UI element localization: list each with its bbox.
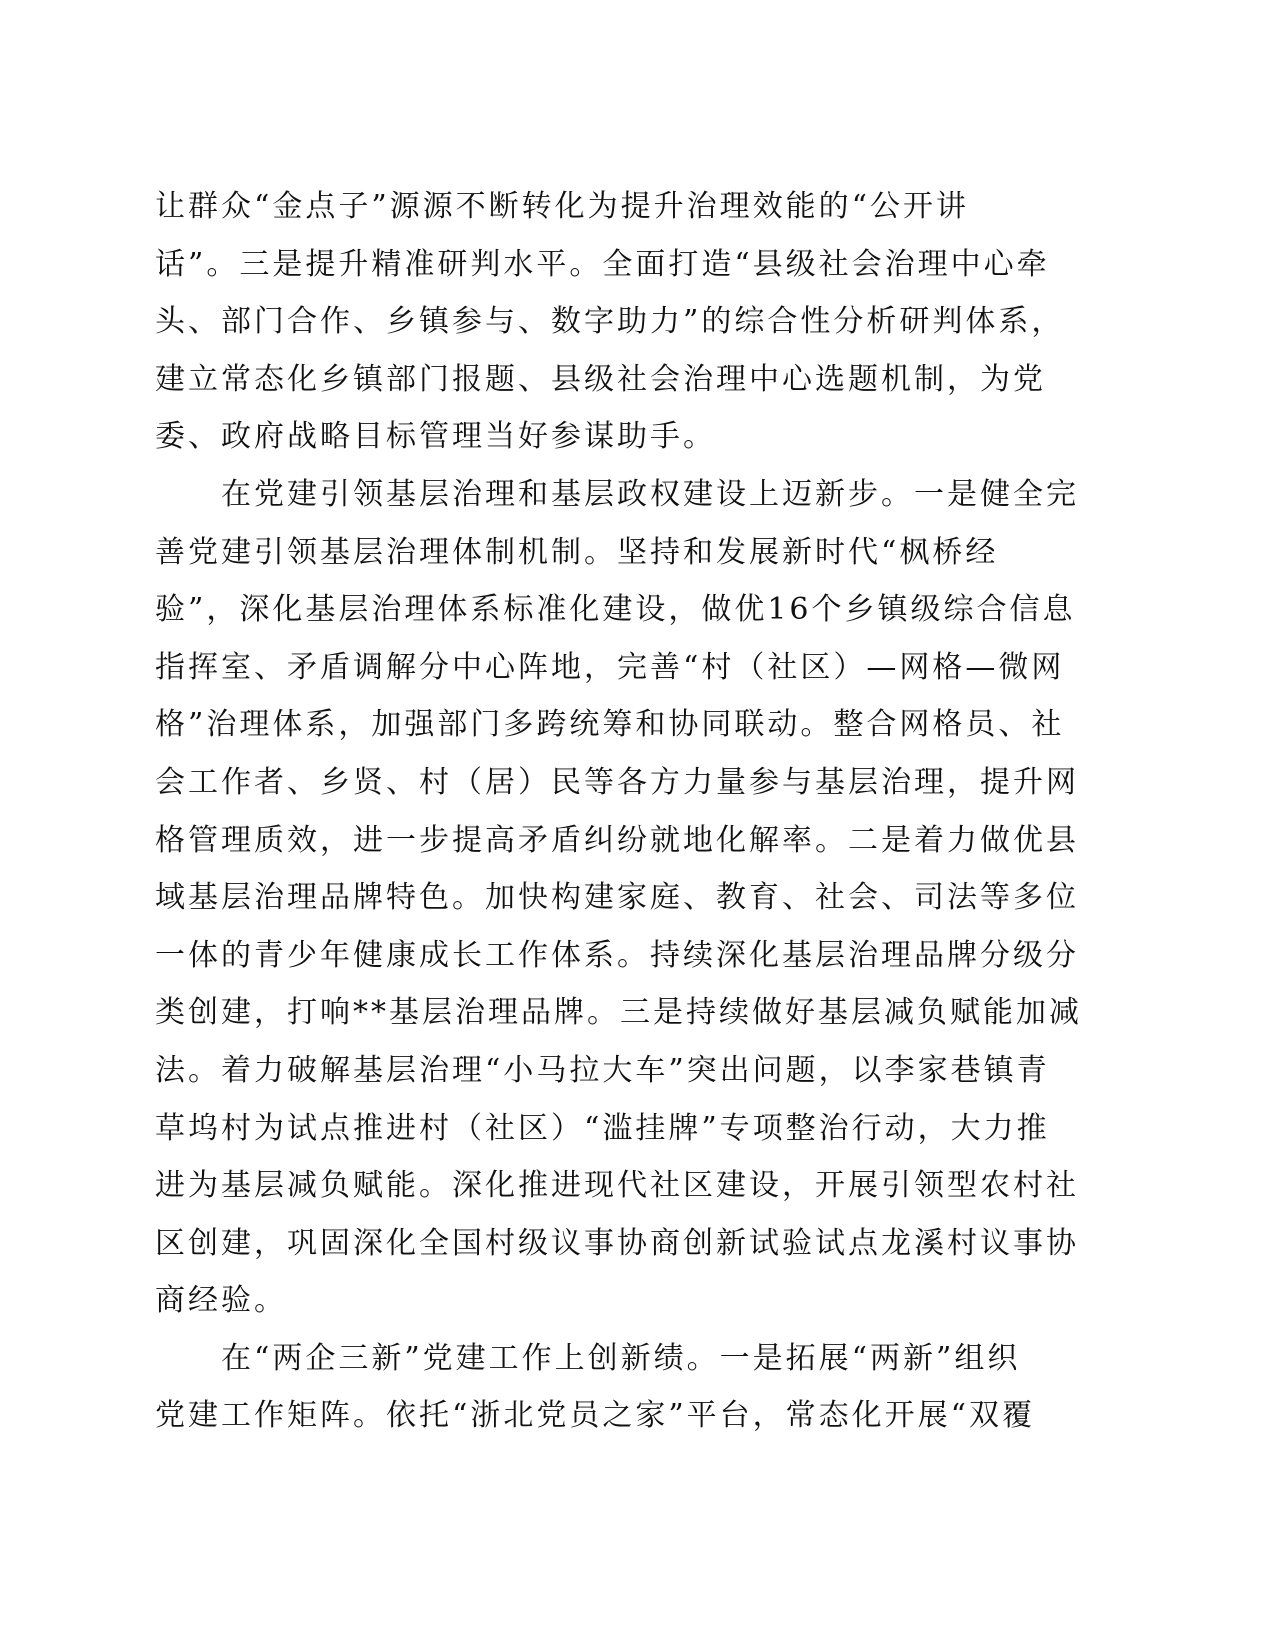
document-body	[155, 178, 1095, 1445]
text-line: 委、政府战略目标管理当好参谋助手。	[155, 419, 716, 455]
text-line: 指挥室、矛盾调解分中心阵地，完善“村（社区）—网格—微网	[155, 649, 1065, 685]
text-line: 法。着力破解基层治理“小马拉大车”突出问题，以李家巷镇青	[155, 1052, 1050, 1088]
text-line: 类创建，打响**基层治理品牌。三是持续做好基层减负赋能加减	[155, 995, 1082, 1031]
paragraph-first-line: 在“两企三新”党建工作上创新绩。一是拓展“两新”组织	[221, 1340, 1021, 1376]
text-line: 域基层治理品牌特色。加快构建家庭、教育、社会、司法等多位	[155, 880, 1079, 916]
text-line: 格”治理体系，加强部门多跨统筹和协同联动。整合网格员、社	[155, 707, 1065, 743]
text-line: 商经验。	[155, 1283, 287, 1319]
paragraph-first-line: 在党建引领基层治理和基层政权建设上迈新步。一是健全完	[221, 476, 1079, 512]
text-line: 草坞村为试点推进村（社区）“滥挂牌”专项整治行动，大力推	[155, 1110, 1050, 1146]
text-line: 会工作者、乡贤、村（居）民等各方力量参与基层治理，提升网	[155, 764, 1079, 800]
text-line: 建立常态化乡镇部门报题、县级社会治理中心选题机制，为党	[155, 361, 1046, 397]
text-line: 一体的青少年健康成长工作体系。持续深化基层治理品牌分级分	[155, 937, 1079, 973]
text-line: 验”，深化基层治理体系标准化建设，做优16个乡镇级综合信息	[155, 592, 1076, 628]
text-line: 头、部门合作、乡镇参与、数字助力”的综合性分析研判体系，	[155, 304, 1065, 340]
text-line: 进为基层减负赋能。深化推进现代社区建设，开展引领型农村社	[155, 1168, 1079, 1204]
text-line: 让群众“金点子”源源不断转化为提升治理效能的“公开讲	[155, 189, 970, 224]
text-line: 善党建引领基层治理体制机制。坚持和发展新时代“枫桥经	[155, 534, 999, 570]
text-line: 话”。三是提升精准研判水平。全面打造“县级社会治理中心牵	[155, 246, 1050, 282]
text-line: 格管理质效，进一步提高矛盾纠纷就地化解率。二是着力做优县	[155, 822, 1079, 858]
text-line: 区创建，巩固深化全国村级议事协商创新试验试点龙溪村议事协	[155, 1225, 1079, 1261]
text-line: 党建工作矩阵。依托“浙北党员之家”平台，常态化开展“双覆	[155, 1398, 1036, 1434]
